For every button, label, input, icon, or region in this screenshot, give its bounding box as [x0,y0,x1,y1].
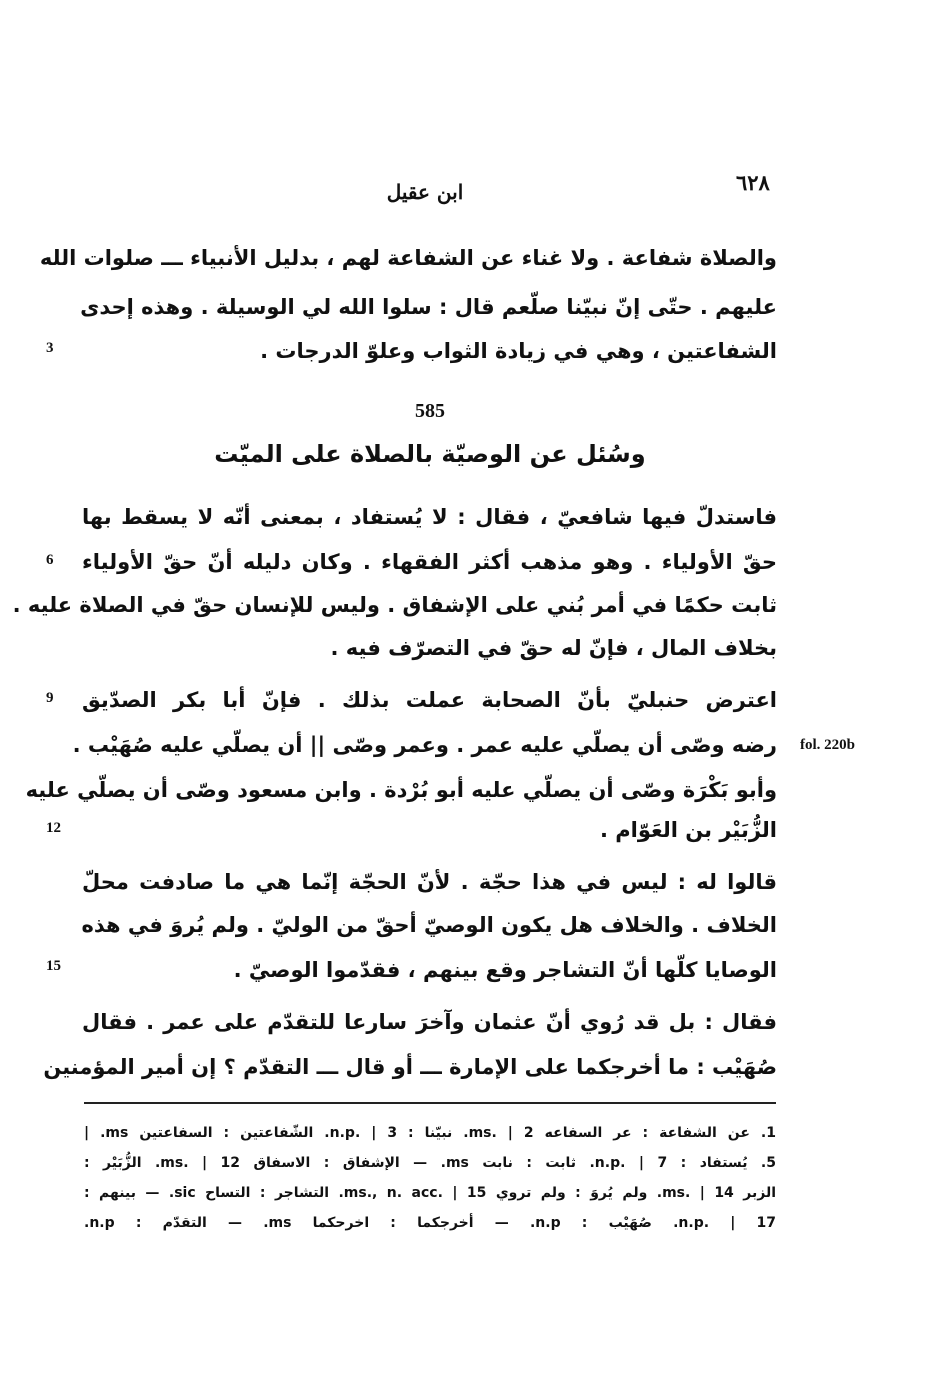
text-line: رضه وصّى أن يصلّي عليه عمر . وعمر وصّى || أن يصلّي عليه صُهَيْب . [72,733,777,757]
text-line: بخلاف المال ، فإنّ له حقّ في التصرّف فيه . [330,636,777,660]
text-line: فقال : بل قد رُوي أنّ عثمان وآخرَ سارعا للتقدّم على عمر . فقال [82,1010,777,1034]
line-number: 12 [46,820,61,836]
text-line: حقّ الأولياء . وهو مذهب أكثر الفقهاء . وكان دليله أنّ حقّ الأولياء [82,550,777,574]
text-line: فاستدلّ فيها شافعيّ ، فقال : لا يُستفاد ، بمعنى أنّه لا يسقط بها [82,505,777,529]
footnote-line: 1. عن الشفاعة : عر السفاعه ms. | 2. نبيّنا : n.p. | 3. الشّفاعتين : السفاعتين ms. | [84,1125,777,1141]
text-line: الزُّبَيْر بن العَوّام . [599,818,777,842]
line-number: 6 [46,552,54,568]
section-number: 585 [415,400,445,422]
footnote-line: 5. يُستفاد : n.p. | 7. ثابت : نابت ms. — الإشفاق : الاسفاق ms. | 12. الزُّبَيْر : [84,1155,776,1171]
footnote-rule [84,1102,776,1104]
text-line: اعترض حنبليّ بأنّ الصحابة عملت بذلك . فإنّ أبا بكر الصدّيق [82,688,777,712]
text-line: صُهَيْب : ما أخرجكما على الإمارة ـــ أو قال ـــ التقدّم ؟ إن أمير المؤمنين [43,1055,777,1079]
line-number: 15 [46,958,61,974]
text-line: والصلاة شفاعة . ولا غناء عن الشفاعة لهم ، بدليل الأنبياء ـــ صلوات الله [39,246,777,270]
text-line: الوصايا كلّها أنّ التشاجر وقع بينهم ، فقدّموا الوصيّ . [233,958,777,982]
text-line: ثابت حكمًا في أمر بُني على الإشفاق . وليس للإنسان حقّ في الصلاة عليه . [12,593,777,617]
running-head: ابن عقيل [386,180,464,204]
text-line: وأبو بَكْرَة وصّى أن يصلّي عليه أبو بُرْدة . وابن مسعود وصّى أن يصلّي عليه [25,778,777,802]
footnote-line: الزبر ms. | 14. ولم يُروَ : ولم تروي ms., n. acc. | 15. التشاجر : التساح sic. — بينهم : [84,1185,776,1201]
text-line: عليهم . حتّى إنّ نبيّنا صلّعم قال : سلوا الله لي الوسيلة . وهذه إحدى [80,295,777,319]
footnote-line: n.p. | 17. صُهَيْب : n.p. — أخرجكما : اخرحكما ms. — التقدّم : n.p. [84,1215,777,1231]
page-number: ٦٢٨ [736,170,770,195]
text-line: الشفاعتين ، وهي في زيادة الثواب وعلوّ الدرجات . [260,339,777,363]
line-number: 3 [46,340,54,356]
line-number: 9 [46,690,54,706]
text-line: قالوا له : ليس في هذا حجّة . لأنّ الحجّة إنّما هي ما صادفت محلّ [82,870,777,894]
text-line: الخلاف . والخلاف هل يكون الوصيّ أحقّ من الوليّ . ولم يُروَ في هذه [81,913,777,937]
section-title: وسُئل عن الوصيّة بالصلاة على الميّت [214,440,646,468]
folio-margin-note: fol. 220b [800,737,856,753]
